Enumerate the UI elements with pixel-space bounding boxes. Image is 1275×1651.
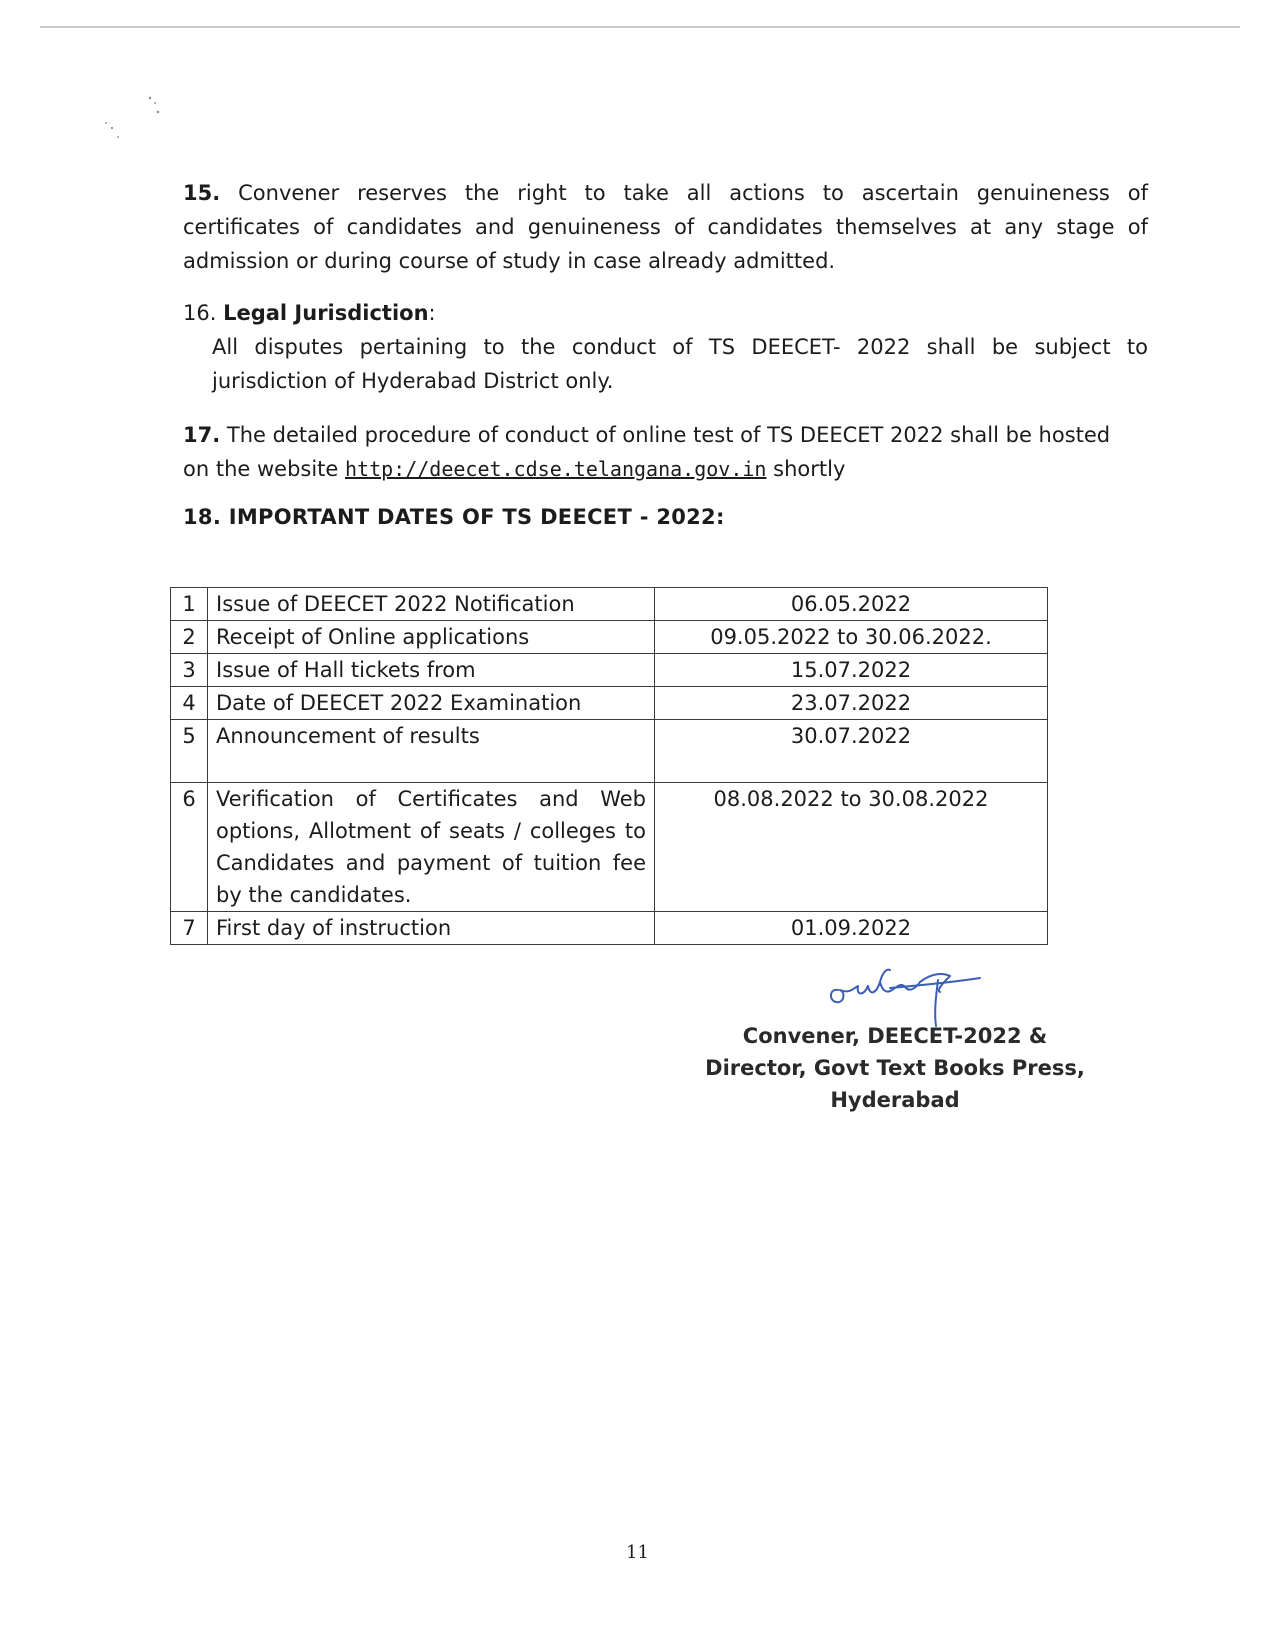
table-row bbox=[171, 912, 1048, 945]
row-sno: 3 bbox=[171, 654, 208, 687]
p16-heading: 16. Legal Jurisdiction: bbox=[183, 301, 436, 325]
important-dates-table bbox=[170, 587, 1048, 945]
signature-block bbox=[690, 1020, 1100, 1116]
p17-line-1: 17. The detailed procedure of conduct of online test of TS DEECET 2022 shall be hosted bbox=[183, 423, 1111, 447]
paragraph-17 bbox=[183, 418, 1148, 486]
row-event: Receipt of Online applications bbox=[208, 621, 655, 654]
row-event: Date of DEECET 2022 Examination bbox=[208, 687, 655, 720]
row-event: Announcement of results bbox=[208, 720, 655, 783]
table-row bbox=[171, 720, 1048, 783]
row-sno: 2 bbox=[171, 621, 208, 654]
row-sno: 5 bbox=[171, 720, 208, 783]
signature-line-1: Convener, DEECET-2022 & bbox=[742, 1024, 1048, 1048]
p16-line-2: jurisdiction of Hyderabad District only. bbox=[212, 369, 614, 393]
table-row bbox=[171, 783, 1048, 912]
row-sno: 6 bbox=[171, 783, 208, 912]
row-date: 06.05.2022 bbox=[655, 588, 1048, 621]
p15-line-2: certificates of candidates and genuineness of candidates themselves at any stage of bbox=[183, 215, 1148, 239]
row-date: 01.09.2022 bbox=[655, 912, 1048, 945]
row-sno: 7 bbox=[171, 912, 208, 945]
signature-line-3: Hyderabad bbox=[830, 1088, 960, 1112]
row-date: 23.07.2022 bbox=[655, 687, 1048, 720]
table-row bbox=[171, 654, 1048, 687]
website-link[interactable]: http://deecet.cdse.telangana.gov.in bbox=[345, 457, 767, 481]
paragraph-16 bbox=[183, 296, 1148, 398]
paragraph-15 bbox=[183, 176, 1148, 278]
p15-line-3: admission or during course of study in case already admitted. bbox=[183, 249, 836, 273]
row-event: Verification of Certificates and Web options, Allotment of seats / colleges to Candidates and payment of tuition fee by the candidates. bbox=[208, 783, 655, 912]
row-date: 30.07.2022 bbox=[655, 720, 1048, 783]
row-event: Issue of Hall tickets from bbox=[208, 654, 655, 687]
p17-line-2: on the website http://deecet.cdse.telangana.gov.in shortly bbox=[183, 457, 846, 481]
scan-specks bbox=[100, 95, 170, 145]
table-row bbox=[171, 588, 1048, 621]
page-number: 11 bbox=[626, 1542, 649, 1563]
row-date: 15.07.2022 bbox=[655, 654, 1048, 687]
important-dates-heading: 18. IMPORTANT DATES OF TS DEECET - 2022: bbox=[183, 505, 725, 529]
row-date: 09.05.2022 to 30.06.2022. bbox=[655, 621, 1048, 654]
table-row bbox=[171, 621, 1048, 654]
signature-line-2: Director, Govt Text Books Press, bbox=[705, 1056, 1085, 1080]
row-date: 08.08.2022 to 30.08.2022 bbox=[655, 783, 1048, 912]
p15-line-1: 15. Convener reserves the right to take all actions to ascertain genuineness of bbox=[183, 181, 1148, 205]
top-rule bbox=[40, 26, 1240, 28]
table-row bbox=[171, 687, 1048, 720]
row-sno: 1 bbox=[171, 588, 208, 621]
row-sno: 4 bbox=[171, 687, 208, 720]
row-event: First day of instruction bbox=[208, 912, 655, 945]
row-event: Issue of DEECET 2022 Notification bbox=[208, 588, 655, 621]
p16-line-1: All disputes pertaining to the conduct of TS DEECET- 2022 shall be subject to bbox=[212, 335, 1148, 359]
